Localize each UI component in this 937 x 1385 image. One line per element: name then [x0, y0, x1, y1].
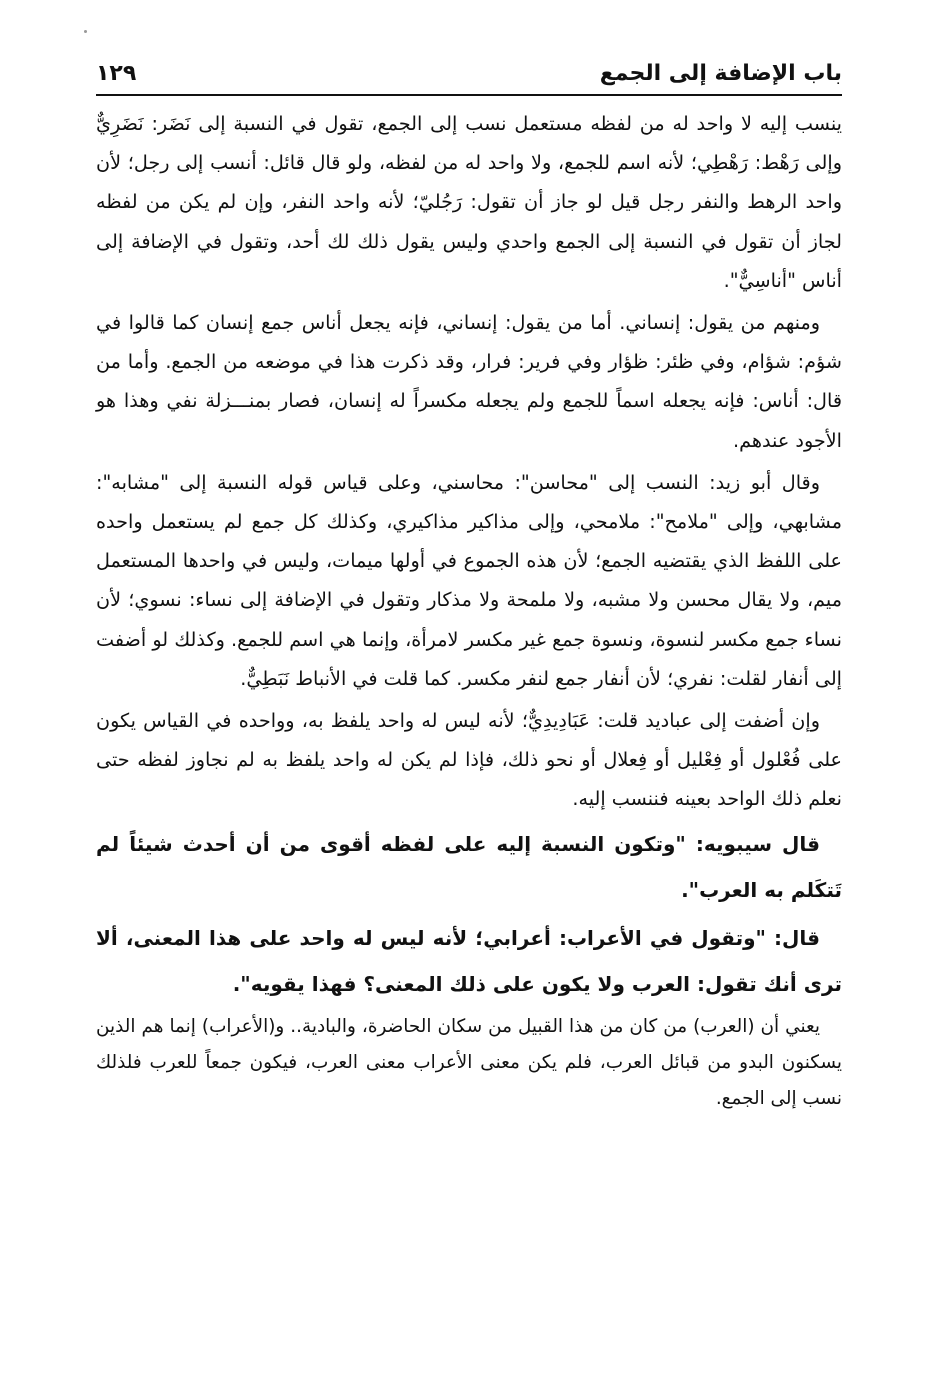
book-page — [96, 50, 842, 1117]
page-number: ١٢٩ — [96, 61, 137, 86]
commentary-paragraph: يعني أن (العرب) من كان من هذا القبيل من سكان الحاضرة، والبادية.. و(الأعراب) إنما هم الذين يسكنون البدو من قبائل العرب، فلم يكن معنى الأعراب معنى العرب، فيكون جمعاً للعرب فلذلك نسب إلى الجمع. — [96, 1015, 842, 1109]
scan-speck — [84, 30, 87, 33]
paragraph: وإن أضفت إلى عباديد قلت: عَبَادِيدِيٌّ؛ لأنه ليس له واحد يلفظ به، وواحده في القياس يكون على فُعْلول أو فِعْليل أو فِعلال أو نحو ذلك، فإذا لم يكن له واحد يلفظ به لم نجاوز لفظه حتى نعلم ذلك الواحد بعينه فننسب إليه. — [96, 709, 842, 811]
sibawayh-quote: قال: "وتقول في الأعراب: أعرابي؛ لأنه ليس له واحد على هذا المعنى، ألا ترى أنك تقول: العرب ولا يكون على ذلك المعنى؟ فهذا يقويه". — [96, 925, 842, 996]
chapter-title: باب الإضافة إلى الجمع — [599, 61, 842, 86]
paragraph: وقال أبو زيد: النسب إلى "محاسن": محاسني، وعلى قياس قوله النسبة إلى "مشابه": مشابهي، وإلى "ملامح": ملامحي، وإلى مذاكير مذاكيري، وكذلك كل جمع لم يستعمل واحده على اللفظ الذي يقتضيه الجمع؛ لأن هذه الجموع في أولها ميمات، وليس في واحدها المستعمل ميم، ولا يقال محسن ولا مشبه، ولا ملمحة ولا مذكار وتقول في الإضافة إلى نساء: نسوي؛ لأن نساء جمع مكسر لنسوة، ونسوة جمع غير مكسر لامرأة، وإنما هي اسم للجمع. وكذلك لو أضفت إلى أنفار لقلت: نفري؛ لأن أنفار جمع لنفر مكسر. كما قلت في الأنباط نَبَطِيٌّ. — [96, 470, 842, 690]
paragraph: ينسب إليه لا واحد له من لفظه مستعمل نسب إلى الجمع، تقول في النسبة إلى نَضَر: نَضَرِيٌّ وإلى رَهْط: رَهْطِي؛ لأنه اسم للجمع، ولا واحد له من لفظه، ولو قال قائل: أنسب إلى رجل؛ لأن واحد الرهط والنفر رجل قيل لو جاز أن تقول: رَجُليّ؛ لأنه واحد النفر، وإن لم يكن من لفظه لجاز أن تقول في النسبة إلى الجمع واحدي وليس يقول ذلك لك أحد، وتقول في الإضافة إلى أناس "أناسِيٌّ". — [96, 112, 842, 292]
sibawayh-quote: قال سيبويه: "وتكون النسبة إليه على لفظه أقوى من أن أحدث شيئاً لم تَتكَلم به العرب". — [96, 831, 842, 902]
running-header — [96, 50, 842, 96]
body-text — [96, 104, 842, 1117]
paragraph: ومنهم من يقول: إنساني. أما من يقول: إنساني، فإنه يجعل أناس جمع إنسان كما قالوا في شؤم: شؤام، وفي ظئر: ظؤار وفي فرير: فرار، وقد ذكرت هذا في موضعه من الجمع. وأما من قال: أناس: فإنه يجعله اسماً للجمع ولم يجعله مكسراً له إنسان، فصار بمنـــزلة نفي وهذا هو الأجود عندهم. — [96, 311, 842, 452]
